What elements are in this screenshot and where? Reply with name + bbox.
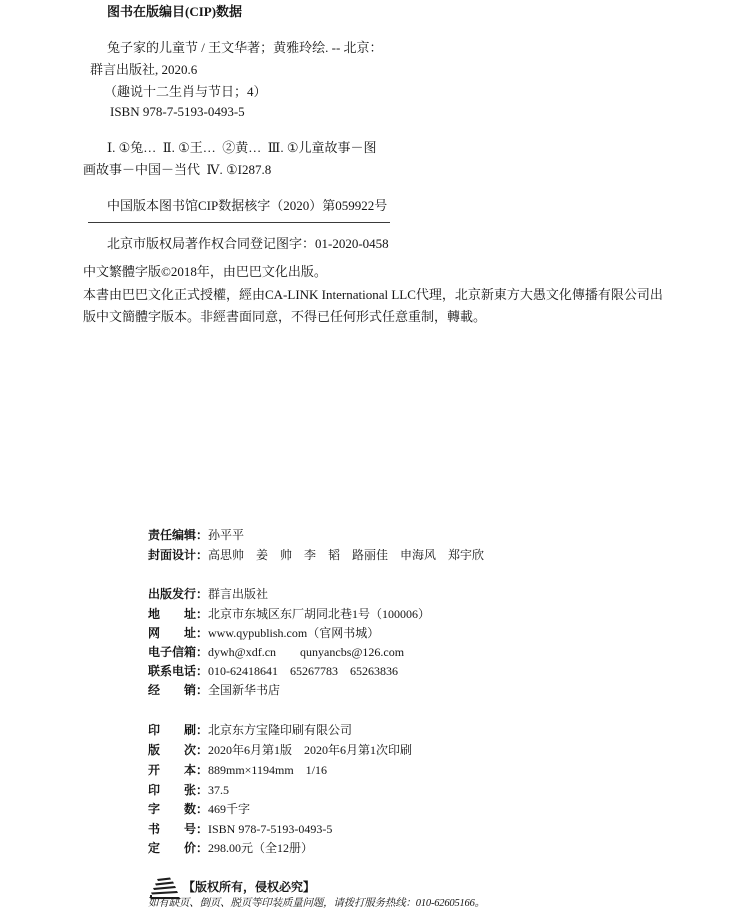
cip-heading: 图书在版编目(CIP)数据 [107,4,243,19]
publisher-value: 010-62418641 65267783 65263836 [208,664,398,678]
printing-value: 37.5 [208,783,229,797]
publisher-label: 联系电话： [148,664,209,678]
publisher-value: 群言出版社 [208,587,269,601]
credit-label: 封面设计： [148,548,209,562]
printing-row [148,840,313,856]
printing-value: 889mm×1194mm 1/16 [208,763,327,777]
cip-divider [88,222,390,223]
printing-row [148,742,412,758]
service-hotline-note: 如有缺页、倒页、脱页等印装质量问题，请拨打服务热线：010-62605166。 [148,898,485,909]
cip-classification-line: 画故事－中国－当代 Ⅳ. ①I287.8 [83,162,272,177]
publisher-row [148,625,379,641]
cip-number: 中国版本图书馆CIP数据核字（2020）第059922号 [107,198,388,213]
printing-row [148,801,250,817]
printing-value: 469千字 [208,802,251,816]
credit-label: 责任编辑： [148,528,209,542]
printing-label: 书 号： [148,822,209,836]
publisher-label: 地 址： [148,607,209,621]
printing-value: 2020年6月第1版 2020年6月第1次印刷 [208,743,413,757]
copyright-registration: 北京市版权局著作权合同登记图字：01-2020-0458 [107,236,389,251]
publisher-value: www.qypublish.com（官网书城） [208,626,380,640]
printing-value: 298.00元（全12册） [208,841,314,855]
publisher-value: 全国新华书店 [208,683,281,697]
printing-label: 定 价： [148,841,209,855]
publisher-row [148,682,280,698]
publisher-label: 经 销： [148,683,209,697]
printing-value: ISBN 978-7-5193-0493-5 [208,822,333,836]
publisher-label: 出版发行： [148,587,209,601]
license-notice-line: 本書由巴巴文化正式授權，經由CA-LINK International LLC代理，北京新東方大愚文化傳播有限公司出 [83,287,663,302]
printing-value: 北京东方宝隆印刷有限公司 [208,723,353,737]
publisher-value: 北京市东城区东厂胡同北巷1号（100006） [208,607,431,621]
printing-label: 字 数： [148,802,209,816]
cip-record-line: 群言出版社, 2020.6 [90,62,198,77]
credit-row-cover-design [148,547,484,563]
publisher-label: 网 址： [148,626,209,640]
publisher-row [148,606,430,622]
cip-record-line: 兔子家的儿童节 / 王文华著；黄雅玲绘. -- 北京： [107,40,383,55]
printing-row [148,762,327,778]
printing-label: 开 本： [148,763,209,777]
printing-row [148,782,229,798]
printing-label: 印 刷： [148,723,209,737]
printing-row [148,722,352,738]
publisher-row [148,644,404,660]
publisher-row [148,586,268,602]
credit-row-editor [148,527,244,543]
cip-classification-line: Ⅰ. ①兔… Ⅱ. ①王… ②黄… Ⅲ. ①儿童故事－图 [107,140,377,155]
publisher-label: 电子信箱： [148,645,209,659]
printing-label: 版 次： [148,743,209,757]
rights-reserved-notice: 【版权所有，侵权必究】 [183,880,316,894]
printing-row [148,821,332,837]
license-notice-line: 版中文簡體字版本。非經書面同意，不得已任何形式任意重制，轉載。 [83,309,487,324]
credit-value: 孙平平 [208,528,245,542]
cip-isbn-line: ISBN 978-7-5193-0493-5 [110,104,245,119]
credit-value: 高思帅 姜 帅 李 韬 路丽佳 申海风 郑宇欣 [208,548,485,562]
cip-series-line: （趣说十二生肖与节日；4） [104,84,267,99]
publisher-value: dywh@xdf.cn qunyancbs@126.com [208,645,405,659]
license-notice-line: 中文繁體字版©2018年，由巴巴文化出版。 [83,264,327,279]
publisher-row [148,663,398,679]
printing-label: 印 张： [148,783,209,797]
